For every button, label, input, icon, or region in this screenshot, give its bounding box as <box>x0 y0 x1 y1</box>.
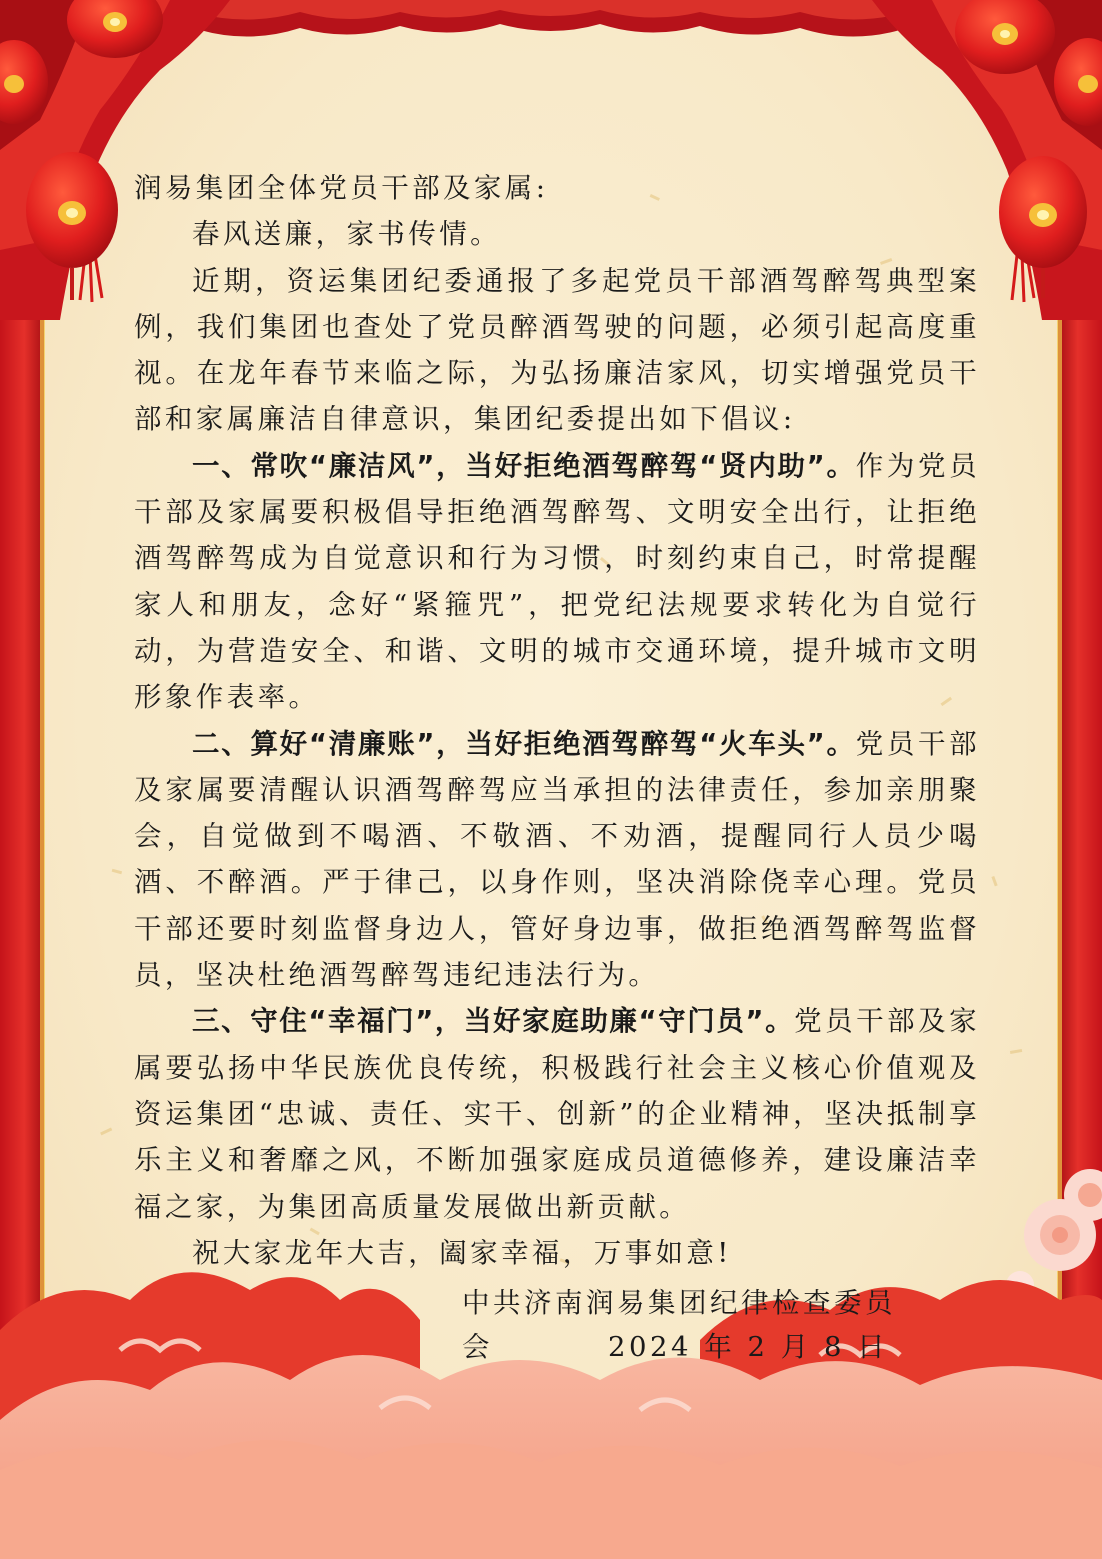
proposal-one <box>134 443 980 721</box>
signing-date: 2024 年 2 月 8 日 <box>608 1331 889 1363</box>
proposal-three <box>134 998 980 1229</box>
proposal-three-text: 党员干部及家属要弘扬中华民族优良传统，积极践行社会主义核心价值观及资运集团“忠诚、责任、实干、创新”的企业精神，坚决抵制享乐主义和奢靡之风，不断加强家庭成员道德修养，建设廉洁幸福之家，为集团高质量发展做出新贡献。 <box>134 1005 980 1223</box>
proposal-one-text: 作为党员干部及家属要积极倡导拒绝酒驾醉驾、文明安全出行，让拒绝酒驾醉驾成为自觉意识和行为习惯，时刻约束自己，时常提醒家人和朋友，念好“紧箍咒”，把党纪法规要求转化为自觉行动，为营造安全、和谐、文明的城市交通环境，提升城市文明形象作表率。 <box>134 449 980 714</box>
proposal-two <box>134 721 980 999</box>
paragraph-context: 近期，资运集团纪委通报了多起党员干部酒驾醉驾典型案例，我们集团也查处了党员醉酒驾驶的问题，必须引起高度重视。在龙年春节来临之际，为弘扬廉洁家风，切实增强党员干部和家属廉洁自律意识，集团纪委提出如下倡议: <box>134 264 980 436</box>
proposal-two-text: 党员干部及家属要清醒认识酒驾醉驾应当承担的法律责任，参加亲朋聚会，自觉做到不喝酒、不敬酒、不劝酒，提醒同行人员少喝酒、不醉酒。严于律己，以身作则，坚决消除侥幸心理。党员干部还要时刻监督身边人，管好身边事，做拒绝酒驾醉驾监督员，坚决杜绝酒驾醉驾违纪违法行为。 <box>134 727 980 992</box>
proposal-one-heading: 一、常吹“廉洁风”，当好拒绝酒驾醉驾“贤内助”。 <box>192 449 856 482</box>
salutation: 润易集团全体党员干部及家属: <box>134 172 549 204</box>
signature-block <box>462 1281 922 1369</box>
closing-wishes: 祝大家龙年大吉，阖家幸福，万事如意! <box>192 1236 732 1269</box>
letter-body <box>134 165 980 1276</box>
signing-organization: 中共济南润易集团纪律检查委员会 <box>462 1287 896 1363</box>
intro-line: 春风送廉，家书传情。 <box>192 218 501 251</box>
proposal-two-heading: 二、算好“清廉账”，当好拒绝酒驾醉驾“火车头”。 <box>192 727 856 760</box>
proposal-three-heading: 三、守住“幸福门”，当好家庭助廉“守门员”。 <box>192 1005 795 1038</box>
